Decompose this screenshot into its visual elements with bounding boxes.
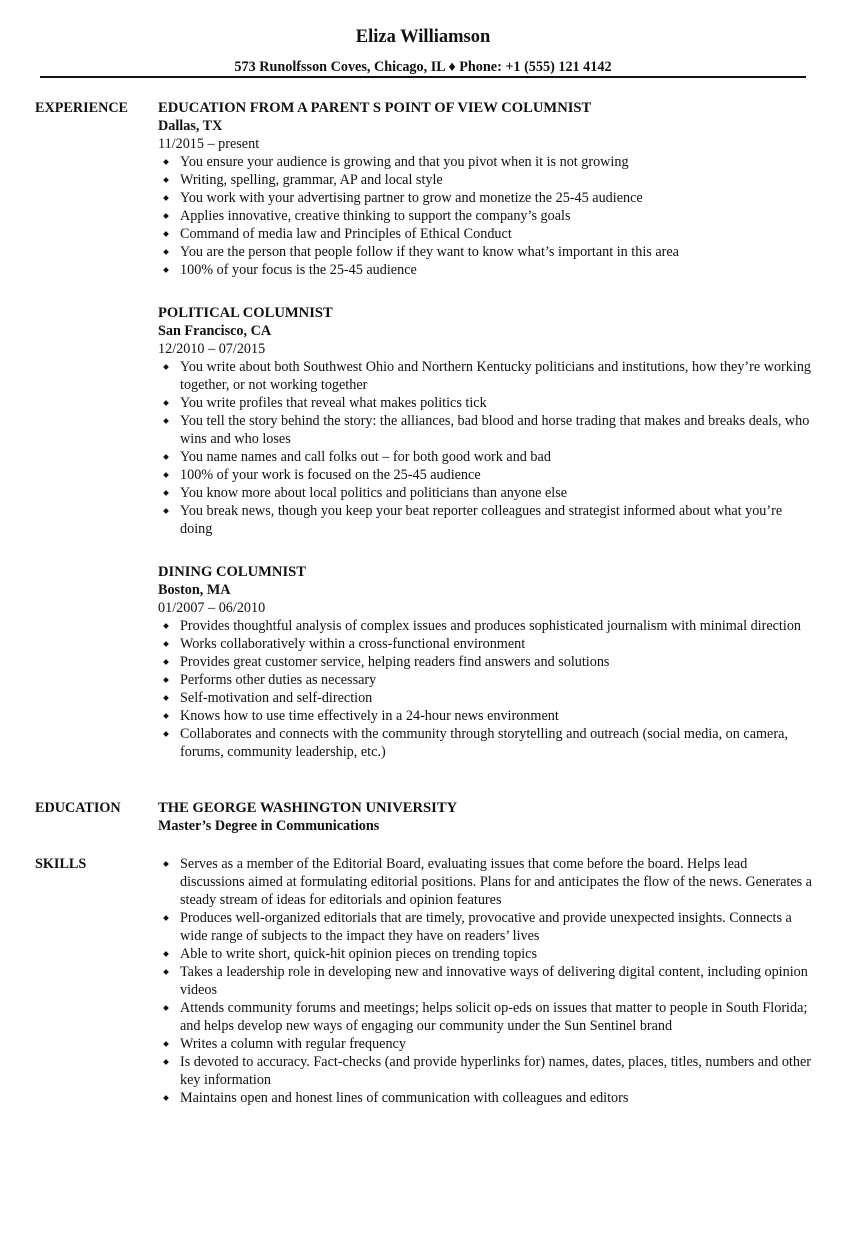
skill-item: Produces well-organized editorials that are timely, provocative and provide unexpected insights. Connects a wide range of subjects to the impact they have on readers’ lives (158, 909, 814, 945)
bullet-item: You break news, though you keep your beat reporter colleagues and strategist informed about what you’re doing (158, 502, 814, 538)
job-dates: 11/2015 – present (158, 136, 260, 152)
job-bullets (158, 153, 814, 279)
skills-content (158, 855, 814, 1107)
bullet-item: You are the person that people follow if they want to know what’s important in this area (158, 243, 814, 261)
skill-item: Takes a leadership role in developing new and innovative ways of delivering digital content, including opinion videos (158, 963, 814, 999)
job-entry (158, 99, 814, 279)
section-label-education: EDUCATION (35, 800, 121, 816)
skill-item: Maintains open and honest lines of communication with colleagues and editors (158, 1089, 814, 1107)
bullet-item: Collaborates and connects with the community through storytelling and outreach (social media, on camera, forums, community leadership, etc.) (158, 725, 814, 761)
bullet-item: You know more about local politics and politicians than anyone else (158, 484, 814, 502)
header-divider (40, 76, 806, 78)
bullet-item: You name names and call folks out – for both good work and bad (158, 448, 814, 466)
section-label-skills: SKILLS (35, 856, 87, 872)
skill-item: Writes a column with regular frequency (158, 1035, 814, 1053)
degree: Master’s Degree in Communications (158, 818, 380, 834)
bullet-item: You tell the story behind the story: the alliances, bad blood and horse trading that makes and breaks deals, who wins and who loses (158, 412, 814, 448)
education-content (158, 799, 814, 835)
bullet-item: Performs other duties as necessary (158, 671, 814, 689)
bullet-item: Command of media law and Principles of Ethical Conduct (158, 225, 814, 243)
contact-line: 573 Runolfsson Coves, Chicago, IL ♦ Phone: +1 (555) 121 4142 (234, 59, 612, 75)
skills-bullets (158, 855, 814, 1107)
job-title: POLITICAL COLUMNIST (158, 305, 333, 321)
job-entry (158, 304, 814, 538)
bullet-item: 100% of your work is focused on the 25-45 audience (158, 466, 814, 484)
job-bullets (158, 617, 814, 761)
job-entry (158, 563, 814, 761)
bullet-item: Provides great customer service, helping readers find answers and solutions (158, 653, 814, 671)
school-name: THE GEORGE WASHINGTON UNIVERSITY (158, 800, 458, 816)
job-location: Dallas, TX (158, 118, 223, 134)
bullet-item: You work with your advertising partner to grow and monetize the 25-45 audience (158, 189, 814, 207)
candidate-name: Eliza Williamson (355, 27, 491, 47)
job-bullets (158, 358, 814, 538)
experience-content (158, 99, 814, 786)
bullet-item: 100% of your focus is the 25-45 audience (158, 261, 814, 279)
bullet-item: Works collaboratively within a cross-functional environment (158, 635, 814, 653)
bullet-item: You write about both Southwest Ohio and Northern Kentucky politicians and institutions, how they’re working together, or not working together (158, 358, 814, 394)
bullet-item: Knows how to use time effectively in a 24-hour news environment (158, 707, 814, 725)
bullet-item: Applies innovative, creative thinking to support the company’s goals (158, 207, 814, 225)
section-label-experience: EXPERIENCE (35, 100, 129, 116)
job-location: Boston, MA (158, 582, 231, 598)
skill-item: Able to write short, quick-hit opinion pieces on trending topics (158, 945, 814, 963)
skill-item: Serves as a member of the Editorial Board, evaluating issues that come before the board. Helps lead discussions aimed at formulating editorial positions. Plans for and anticipates the flow of the news. Generates a steady stream of ideas for editorials and opinion features (158, 855, 814, 909)
bullet-item: Writing, spelling, grammar, AP and local style (158, 171, 814, 189)
bullet-item: You write profiles that reveal what makes politics tick (158, 394, 814, 412)
job-title: DINING COLUMNIST (158, 564, 306, 580)
job-dates: 01/2007 – 06/2010 (158, 600, 266, 616)
bullet-item: Provides thoughtful analysis of complex issues and produces sophisticated journalism with minimal direction (158, 617, 814, 635)
bullet-item: You ensure your audience is growing and that you pivot when it is not growing (158, 153, 814, 171)
skill-item: Is devoted to accuracy. Fact-checks (and provide hyperlinks for) names, dates, places, titles, numbers and other key information (158, 1053, 814, 1089)
skill-item: Attends community forums and meetings; helps solicit op-eds on issues that matter to people in South Florida; and helps develop new ways of engaging our community under the Sun Sentinel brand (158, 999, 814, 1035)
job-dates: 12/2010 – 07/2015 (158, 341, 266, 357)
bullet-item: Self-motivation and self-direction (158, 689, 814, 707)
job-title: EDUCATION FROM A PARENT S POINT OF VIEW COLUMNIST (158, 100, 592, 116)
job-location: San Francisco, CA (158, 323, 272, 339)
